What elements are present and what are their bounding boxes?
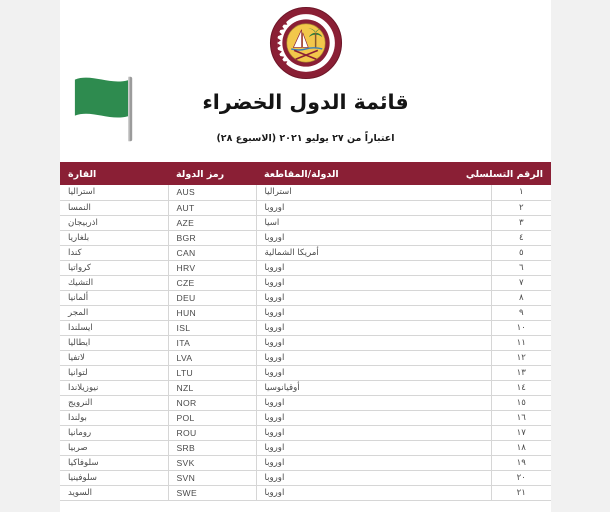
cell-region: اوروبا xyxy=(256,485,491,500)
document-masthead xyxy=(60,0,551,163)
cell-code: LVA xyxy=(168,350,256,365)
cell-code: POL xyxy=(168,410,256,425)
cell-region: اسيا xyxy=(256,215,491,230)
cell-country: لتوانيا xyxy=(60,365,168,380)
table-row xyxy=(60,470,551,485)
table-header xyxy=(60,163,551,185)
table-row xyxy=(60,485,551,500)
table-row xyxy=(60,425,551,440)
cell-region: اوروبا xyxy=(256,320,491,335)
table-header-row xyxy=(60,163,551,185)
cell-region: اوروبا xyxy=(256,200,491,215)
cell-serial: ٢١ xyxy=(491,485,551,500)
cell-country: كرواتيا xyxy=(60,260,168,275)
cell-country: السويد xyxy=(60,485,168,500)
cell-region: اوروبا xyxy=(256,350,491,365)
table-row xyxy=(60,380,551,395)
cell-region: أمريكا الشمالية xyxy=(256,245,491,260)
cell-serial: ١٦ xyxy=(491,410,551,425)
cell-serial: ٢ xyxy=(491,200,551,215)
table-row xyxy=(60,245,551,260)
table-row xyxy=(60,335,551,350)
cell-code: LTU xyxy=(168,365,256,380)
cell-serial: ٧ xyxy=(491,275,551,290)
column-header-serial: الرقم التسلسلي xyxy=(491,163,551,185)
cell-serial: ٢٠ xyxy=(491,470,551,485)
cell-country: النمسا xyxy=(60,200,168,215)
cell-country: لاتفيا xyxy=(60,350,168,365)
table-row xyxy=(60,410,551,425)
cell-country: صربيا xyxy=(60,440,168,455)
cell-country: كندا xyxy=(60,245,168,260)
cell-code: SVN xyxy=(168,470,256,485)
cell-code: CZE xyxy=(168,275,256,290)
cell-serial: ١٤ xyxy=(491,380,551,395)
cell-region: اوروبا xyxy=(256,230,491,245)
column-header-region: الدولة/المقاطعة xyxy=(256,163,491,185)
table-row xyxy=(60,215,551,230)
cell-country: ألمانيا xyxy=(60,290,168,305)
cell-code: HUN xyxy=(168,305,256,320)
cell-region: اوروبا xyxy=(256,290,491,305)
cell-region: اوروبا xyxy=(256,305,491,320)
table-row xyxy=(60,365,551,380)
document-sheet xyxy=(60,0,551,512)
cell-serial: ١٨ xyxy=(491,440,551,455)
cell-region: أوقيانوسيا xyxy=(256,380,491,395)
table-row xyxy=(60,455,551,470)
table-body xyxy=(60,185,551,500)
table-row xyxy=(60,305,551,320)
cell-country: استراليا xyxy=(60,185,168,200)
cell-serial: ٩ xyxy=(491,305,551,320)
cell-country: سلوفاكيا xyxy=(60,455,168,470)
table-row xyxy=(60,395,551,410)
cell-serial: ٥ xyxy=(491,245,551,260)
table-row xyxy=(60,440,551,455)
cell-country: النرويج xyxy=(60,395,168,410)
cell-country: رومانيا xyxy=(60,425,168,440)
qatar-ministry-of-public-health-emblem-icon xyxy=(269,6,343,80)
cell-serial: ١٧ xyxy=(491,425,551,440)
cell-country: اذربيجان xyxy=(60,215,168,230)
cell-code: SVK xyxy=(168,455,256,470)
page-title: قائمة الدول الخضراء xyxy=(202,90,409,114)
cell-serial: ١٠ xyxy=(491,320,551,335)
cell-region: اوروبا xyxy=(256,440,491,455)
cell-region: اوروبا xyxy=(256,275,491,290)
column-header-country: القارة xyxy=(60,163,168,185)
green-countries-table xyxy=(60,163,551,501)
cell-code: ROU xyxy=(168,425,256,440)
cell-region: اوروبا xyxy=(256,395,491,410)
cell-code: ITA xyxy=(168,335,256,350)
cell-country: سلوفينيا xyxy=(60,470,168,485)
cell-code: SRB xyxy=(168,440,256,455)
cell-code: CAN xyxy=(168,245,256,260)
cell-region: اوروبا xyxy=(256,260,491,275)
cell-country: بلغاريا xyxy=(60,230,168,245)
table-row xyxy=(60,230,551,245)
column-header-code: رمز الدولة xyxy=(168,163,256,185)
table-row xyxy=(60,185,551,200)
cell-code: SWE xyxy=(168,485,256,500)
cell-serial: ٤ xyxy=(491,230,551,245)
cell-region: اوروبا xyxy=(256,365,491,380)
cell-region: اوروبا xyxy=(256,410,491,425)
cell-serial: ١٢ xyxy=(491,350,551,365)
cell-country: بولندا xyxy=(60,410,168,425)
table-row xyxy=(60,275,551,290)
cell-serial: ٣ xyxy=(491,215,551,230)
table-row xyxy=(60,200,551,215)
cell-code: ISL xyxy=(168,320,256,335)
cell-code: NZL xyxy=(168,380,256,395)
cell-serial: ١ xyxy=(491,185,551,200)
cell-serial: ٦ xyxy=(491,260,551,275)
cell-country: ايسلندا xyxy=(60,320,168,335)
cell-code: BGR xyxy=(168,230,256,245)
cell-country: المجر xyxy=(60,305,168,320)
table-row xyxy=(60,260,551,275)
cell-code: NOR xyxy=(168,395,256,410)
table-row xyxy=(60,290,551,305)
page-subtitle: اعتباراً من ٢٧ يوليو ٢٠٢١ (الاسبوع ٢٨) xyxy=(216,133,395,144)
cell-serial: ١٥ xyxy=(491,395,551,410)
cell-country: التشيك xyxy=(60,275,168,290)
cell-serial: ١٩ xyxy=(491,455,551,470)
cell-region: اوروبا xyxy=(256,470,491,485)
cell-region: اوروبا xyxy=(256,335,491,350)
cell-country: نيوزيلاندا xyxy=(60,380,168,395)
cell-code: HRV xyxy=(168,260,256,275)
cell-country: ايطاليا xyxy=(60,335,168,350)
cell-code: AUT xyxy=(168,200,256,215)
cell-serial: ١١ xyxy=(491,335,551,350)
cell-serial: ١٣ xyxy=(491,365,551,380)
cell-code: DEU xyxy=(168,290,256,305)
cell-code: AZE xyxy=(168,215,256,230)
table-row xyxy=(60,350,551,365)
green-countries-table-wrapper xyxy=(60,163,551,501)
cell-serial: ٨ xyxy=(491,290,551,305)
cell-code: AUS xyxy=(168,185,256,200)
cell-region: اوروبا xyxy=(256,425,491,440)
cell-region: استراليا xyxy=(256,185,491,200)
cell-region: اوروبا xyxy=(256,455,491,470)
table-row xyxy=(60,320,551,335)
